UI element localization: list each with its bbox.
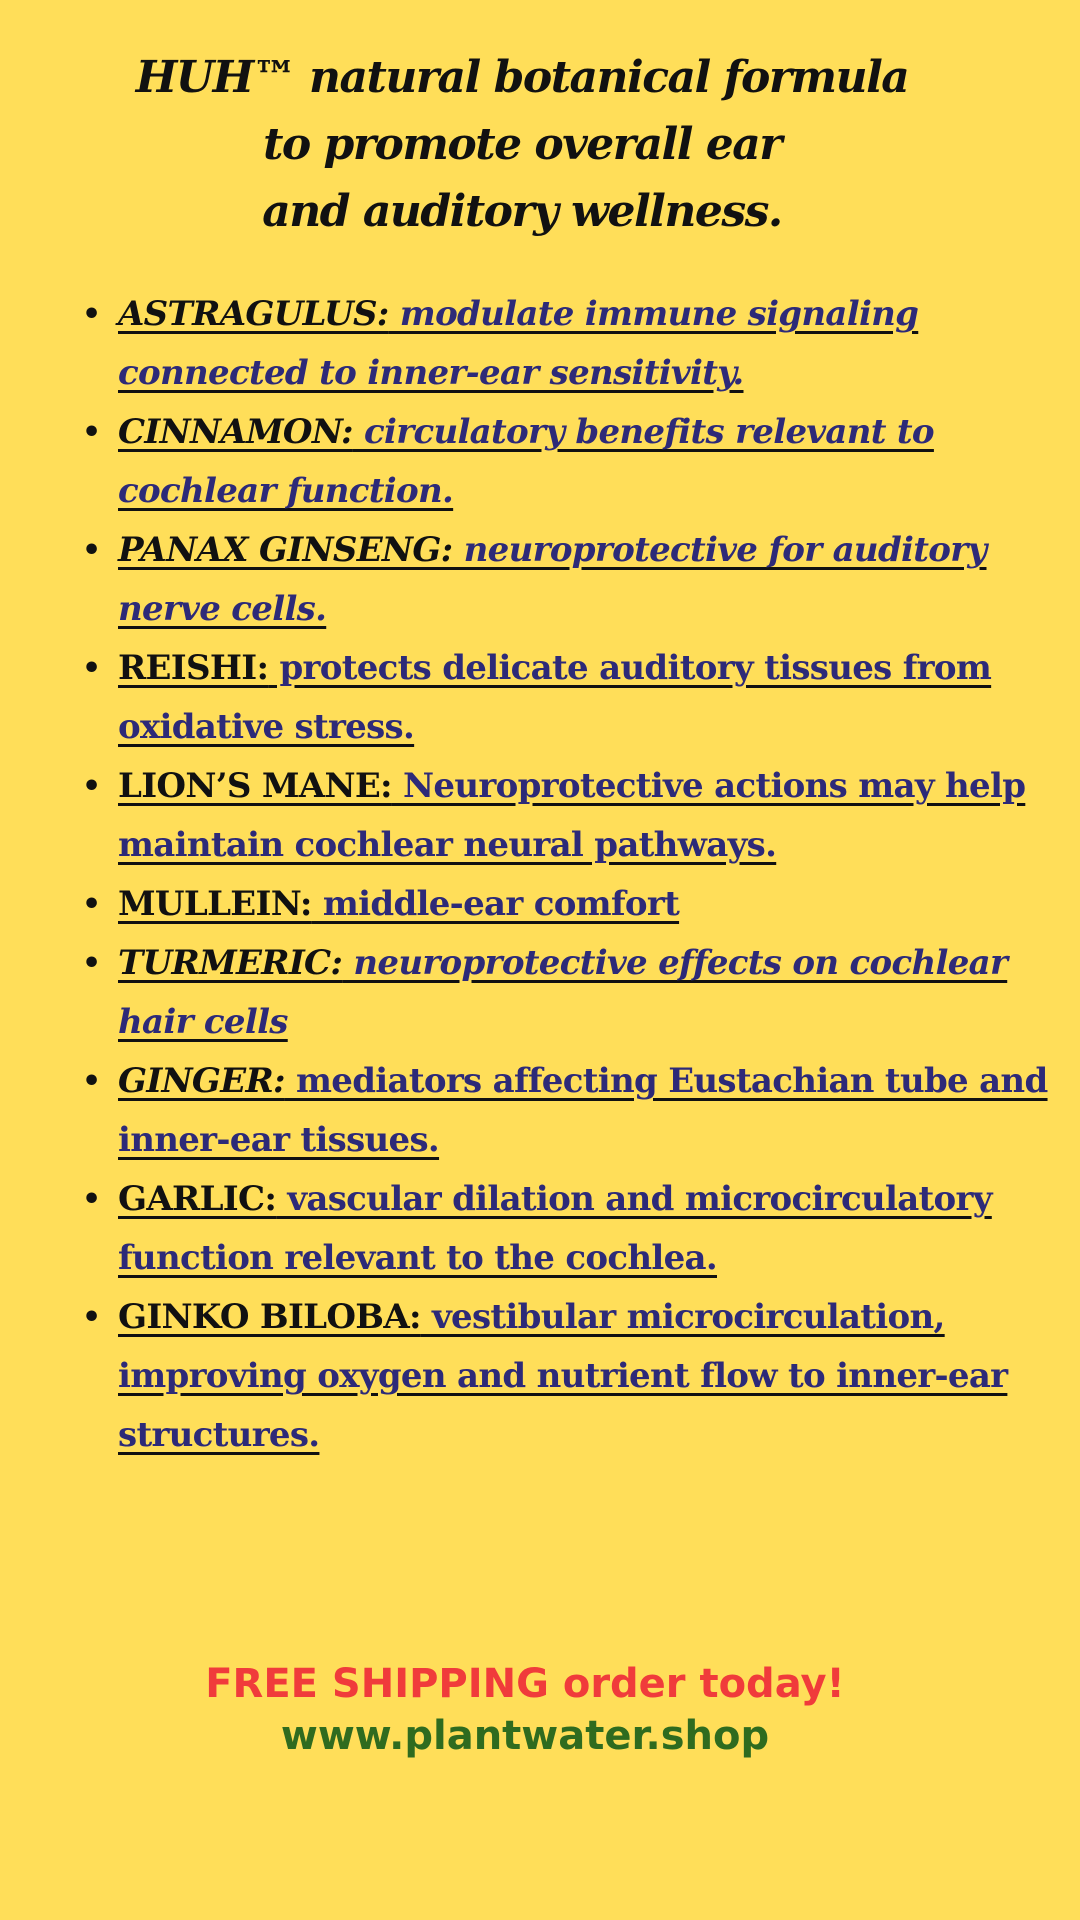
bullet-icon: • <box>82 297 101 332</box>
ingredient-desc: modulate immune signaling connected to inner-ear sensitivity. <box>118 294 919 393</box>
bullet-icon: • <box>82 651 101 686</box>
ingredient-desc: circulatory benefits relevant to cochlear function. <box>118 412 934 511</box>
ingredient-item-panax-ginseng <box>82 521 1058 639</box>
ingredient-name: GARLIC: <box>118 1179 277 1219</box>
ingredient-desc: middle-ear comfort <box>311 884 680 924</box>
website-link[interactable]: www.plantwater.shop <box>280 1713 770 1759</box>
ingredient-item-mullein <box>82 875 1058 934</box>
ingredient-name: TURMERIC: <box>118 943 343 983</box>
ingredient-item-ginger <box>82 1052 1058 1170</box>
ingredient-name: REISHI: <box>118 648 269 688</box>
ingredient-item-cinnamon <box>82 403 1058 521</box>
ingredient-item-ginko-biloba <box>82 1288 1058 1465</box>
ingredient-item-lions-mane <box>82 757 1058 875</box>
headline-line-1: HUH™ natural botanical formula <box>135 52 909 103</box>
bullet-icon: • <box>82 887 101 922</box>
headline <box>60 44 984 245</box>
bullet-icon: • <box>82 1064 101 1099</box>
ingredient-name: PANAX GINSENG: <box>118 530 453 570</box>
ingredient-desc: mediators affecting Eustachian tube and inner-ear tissues. <box>118 1061 1048 1160</box>
ingredient-desc: Neuroprotective actions may help maintain cochlear neural pathways. <box>118 766 1026 865</box>
bullet-icon: • <box>82 1182 101 1217</box>
headline-line-3: and auditory wellness. <box>262 186 782 237</box>
ingredient-name: MULLEIN: <box>118 884 312 924</box>
ingredient-item-turmeric <box>82 934 1058 1052</box>
bullet-icon: • <box>82 1300 101 1335</box>
headline-line-2: to promote overall ear <box>263 119 781 170</box>
ingredient-name: GINGER: <box>118 1061 285 1101</box>
ingredient-item-garlic <box>82 1170 1058 1288</box>
bullet-icon: • <box>82 533 101 568</box>
free-shipping-banner: FREE SHIPPING order today! <box>205 1661 845 1707</box>
ingredient-desc: protects delicate auditory tissues from oxidative stress. <box>118 648 992 747</box>
ingredient-item-reishi <box>82 639 1058 757</box>
ingredient-list <box>80 285 1058 1465</box>
ingredient-desc: neuroprotective for auditory nerve cells. <box>118 530 987 629</box>
bullet-icon: • <box>82 946 101 981</box>
ingredient-item-astragulus <box>82 285 1058 403</box>
ingredient-desc: neuroprotective effects on cochlear hair cells <box>118 943 1008 1042</box>
ingredient-name: LION’S MANE: <box>118 766 392 806</box>
ingredient-name: GINKO BILOBA: <box>118 1297 421 1337</box>
ingredient-name: CINNAMON: <box>118 412 353 452</box>
bullet-icon: • <box>82 415 101 450</box>
ingredient-name: ASTRAGULUS: <box>118 294 389 334</box>
bullet-icon: • <box>82 769 101 804</box>
ingredient-desc: vascular dilation and microcirculatory function relevant to the cochlea. <box>118 1179 992 1278</box>
ingredient-desc: vestibular microcirculation, improving oxygen and nutrient flow to inner-ear structures. <box>118 1297 1008 1455</box>
